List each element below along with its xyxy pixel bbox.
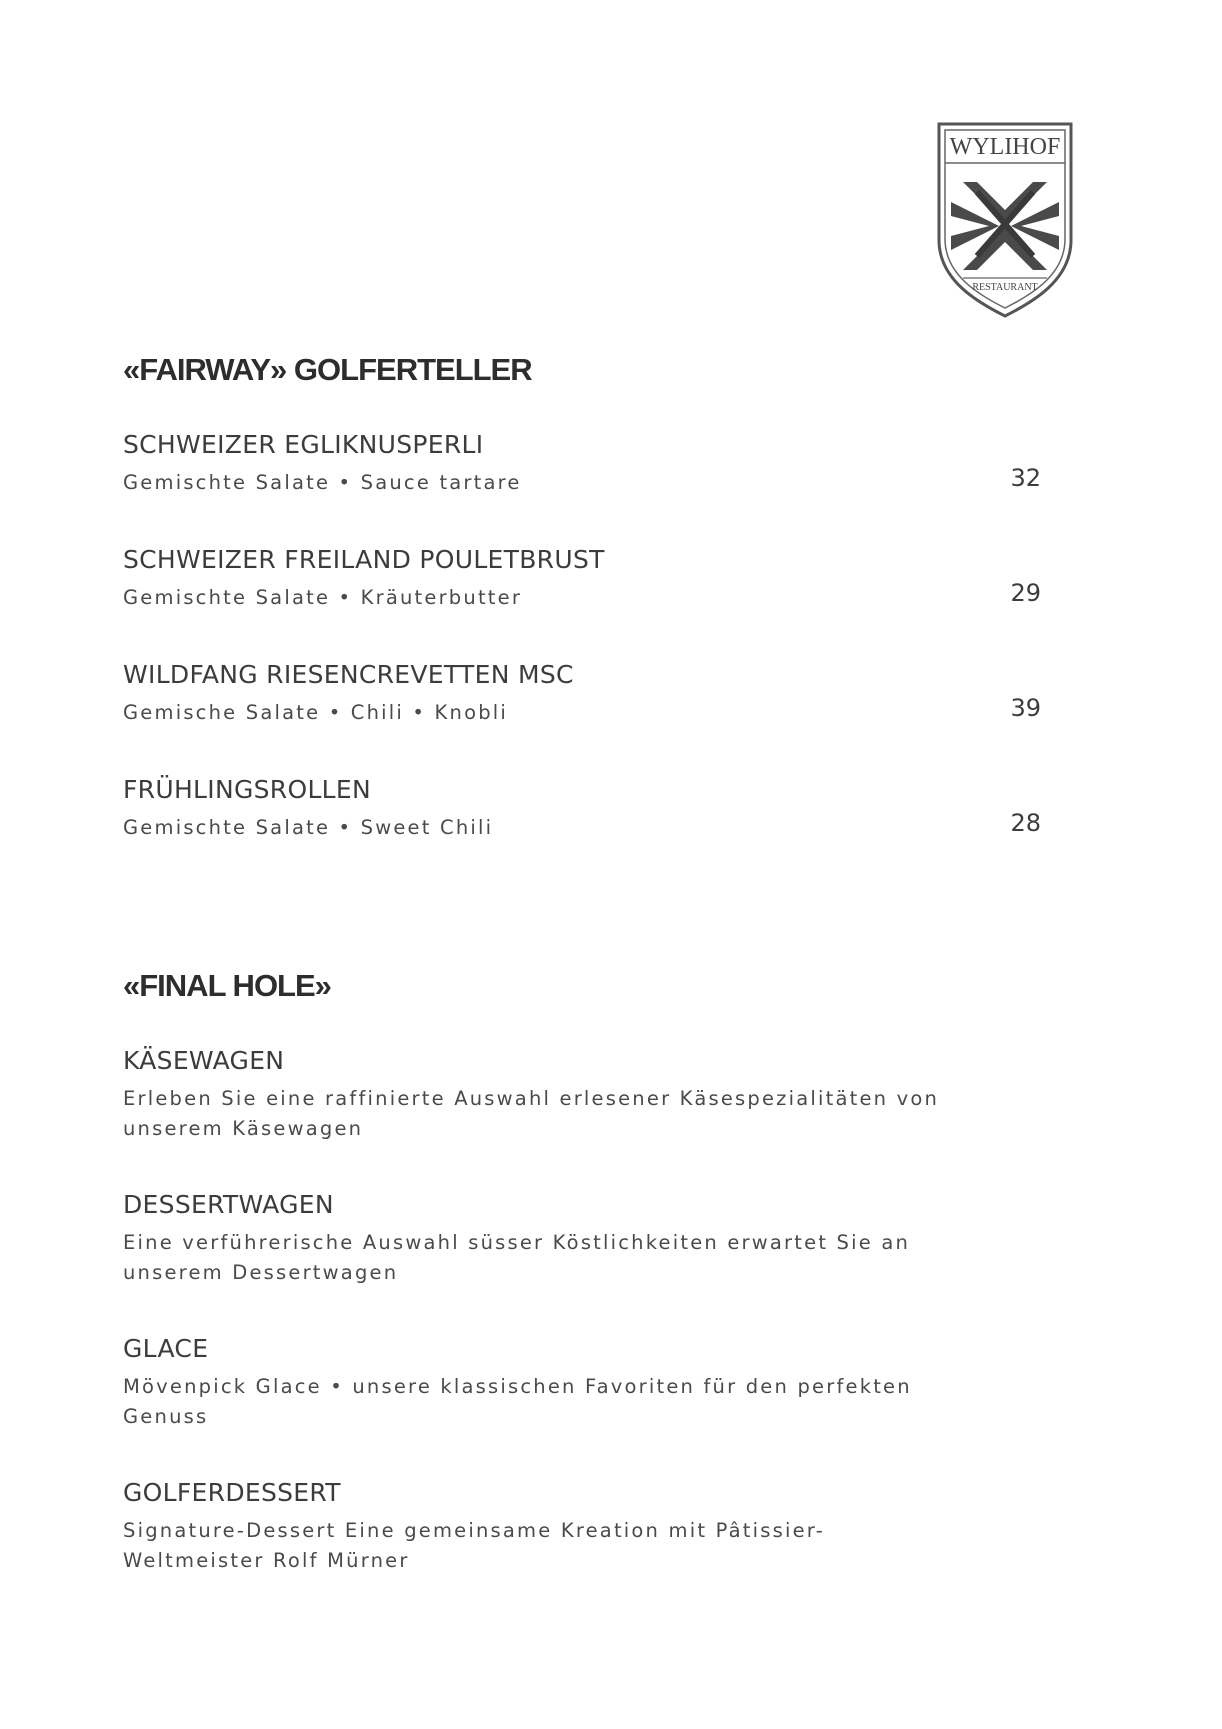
item-name: WILDFANG RIESENCREVETTEN MSC <box>123 660 574 689</box>
section-title: «FINAL HOLE» <box>123 968 331 1003</box>
item-name: GLACE <box>123 1334 209 1363</box>
item-name: GOLFERDESSERT <box>123 1478 341 1507</box>
section-title: «FAIRWAY» GOLFERTELLER <box>123 352 532 387</box>
item-description: Eine verführerische Auswahl süsser Köstlichkeiten erwartet Sie an unserem Dessertwagen <box>123 1231 911 1284</box>
menu-item <box>123 430 1083 545</box>
logo-name: WYLIHOF <box>949 134 1061 160</box>
item-price: 32 <box>1010 464 1041 492</box>
item-price: 39 <box>1010 694 1041 722</box>
menu-item <box>123 545 1083 660</box>
item-description: Gemischte Salate • Sweet Chili <box>123 816 494 839</box>
item-name: FRÜHLINGSROLLEN <box>123 775 371 804</box>
section-fairway <box>123 352 1083 890</box>
item-price: 29 <box>1010 579 1041 607</box>
item-description: Erleben Sie eine raffinierte Auswahl erlesener Käsespezialitäten von unserem Käsewagen <box>123 1087 940 1140</box>
item-name: KÄSEWAGEN <box>123 1046 285 1075</box>
menu-item <box>123 1478 1083 1622</box>
logo-subtitle: RESTAURANT <box>972 282 1038 293</box>
item-name: SCHWEIZER EGLIKNUSPERLI <box>123 430 484 459</box>
item-description: Gemischte Salate • Sauce tartare <box>123 471 522 494</box>
section-final-hole <box>123 968 1083 1622</box>
item-description: Gemischte Salate • Kräuterbutter <box>123 586 523 609</box>
menu-item <box>123 1190 1083 1334</box>
menu-item <box>123 1046 1083 1190</box>
menu-item <box>123 775 1083 890</box>
item-name: DESSERTWAGEN <box>123 1190 334 1219</box>
restaurant-logo <box>933 120 1077 320</box>
item-price: 28 <box>1010 809 1041 837</box>
menu-item <box>123 660 1083 775</box>
item-description: Gemische Salate • Chili • Knobli <box>123 701 509 724</box>
menu-item <box>123 1334 1083 1478</box>
item-description: Signature-Dessert Eine gemeinsame Kreation mit Pâtissier-Weltmeister Rolf Mürner <box>123 1519 826 1572</box>
item-name: SCHWEIZER FREILAND POULETBRUST <box>123 545 605 574</box>
item-description: Mövenpick Glace • unsere klassischen Favoriten für den perfekten Genuss <box>123 1375 912 1428</box>
